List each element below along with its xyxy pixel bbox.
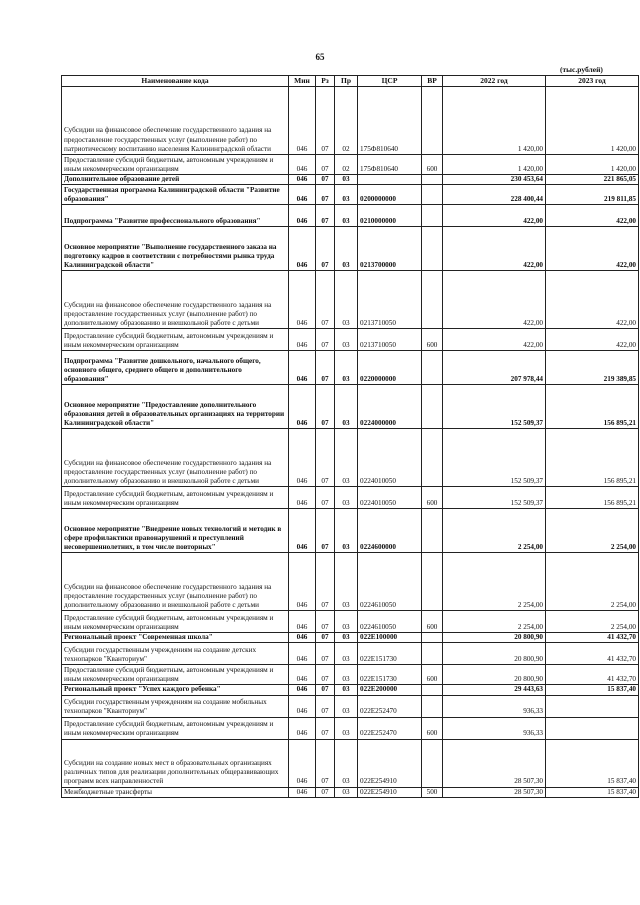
cell-2022: 152 509,37 — [443, 429, 546, 487]
cell-2023: 2 254,00 — [546, 611, 639, 633]
cell-2023: 219 389,85 — [546, 351, 639, 385]
cell-pr: 03 — [335, 787, 358, 797]
cell-rz: 07 — [316, 185, 335, 205]
cell-rz: 07 — [316, 717, 335, 739]
cell-name: Предоставление субсидий бюджетным, автономным учреждениям и иным некоммерческим организациям — [62, 155, 289, 175]
cell-csr: 0200000000 — [358, 185, 422, 205]
cell-2023: 422,00 — [546, 205, 639, 227]
cell-pr: 02 — [335, 87, 358, 155]
cell-2022: 228 400,44 — [443, 185, 546, 205]
cell-min: 046 — [289, 787, 316, 797]
cell-2023: 156 895,21 — [546, 487, 639, 509]
cell-rz: 07 — [316, 87, 335, 155]
cell-2022: 2 254,00 — [443, 611, 546, 633]
table-row — [62, 665, 639, 685]
cell-pr: 03 — [335, 695, 358, 717]
cell-name: Субсидии на финансовое обеспечение государственного задания на предоставление государственных услуг (выполнение работ) по дополнительному образованию и внешкольной работе с детьми — [62, 429, 289, 487]
cell-pr: 03 — [335, 665, 358, 685]
cell-name: Региональный проект "Современная школа" — [62, 633, 289, 643]
cell-2022: 152 509,37 — [443, 385, 546, 429]
header-2022: 2022 год — [443, 76, 546, 87]
cell-vr — [422, 385, 443, 429]
cell-csr: 0213710050 — [358, 271, 422, 329]
table-row — [62, 611, 639, 633]
cell-pr: 03 — [335, 429, 358, 487]
table-row — [62, 87, 639, 155]
cell-csr: 022E151730 — [358, 643, 422, 665]
cell-vr: 500 — [422, 787, 443, 797]
table-row — [62, 329, 639, 351]
cell-vr — [422, 429, 443, 487]
table-row — [62, 351, 639, 385]
cell-csr: 022E100000 — [358, 633, 422, 643]
cell-vr — [422, 739, 443, 787]
table-row — [62, 185, 639, 205]
cell-name: Субсидии на финансовое обеспечение государственного задания на предоставление государственных услуг (выполнение работ) по дополнительному образованию и внешкольной работе с детьми — [62, 553, 289, 611]
cell-name: Субсидии государственным учреждениям на создание детских технопарков "Кванториум" — [62, 643, 289, 665]
cell-2023: 219 811,85 — [546, 185, 639, 205]
cell-pr: 03 — [335, 175, 358, 185]
cell-name: Предоставление субсидий бюджетным, автономным учреждениям и иным некоммерческим организациям — [62, 611, 289, 633]
cell-min: 046 — [289, 385, 316, 429]
header-rz: Рз — [316, 76, 335, 87]
cell-csr: 0224010050 — [358, 429, 422, 487]
cell-csr: 175Ф810640 — [358, 155, 422, 175]
cell-rz: 07 — [316, 227, 335, 271]
table-row — [62, 685, 639, 695]
table-row — [62, 429, 639, 487]
cell-name: Основное мероприятие "Выполнение государственного заказа на подготовку кадров в соответствии с потребностями рынка труда Калининградской области" — [62, 227, 289, 271]
cell-2023: 1 420,00 — [546, 87, 639, 155]
cell-min: 046 — [289, 611, 316, 633]
cell-2023: 15 837,40 — [546, 787, 639, 797]
cell-rz: 07 — [316, 553, 335, 611]
cell-csr: 022E200000 — [358, 685, 422, 695]
table-row — [62, 175, 639, 185]
table-row — [62, 155, 639, 175]
cell-min: 046 — [289, 227, 316, 271]
cell-min: 046 — [289, 155, 316, 175]
cell-csr: 0224010050 — [358, 487, 422, 509]
cell-csr: 0224610050 — [358, 553, 422, 611]
cell-2022: 422,00 — [443, 227, 546, 271]
cell-csr: 0213700000 — [358, 227, 422, 271]
cell-2022: 28 507,30 — [443, 787, 546, 797]
table-row — [62, 385, 639, 429]
cell-csr: 022E254910 — [358, 787, 422, 797]
cell-pr: 03 — [335, 611, 358, 633]
cell-2022: 2 254,00 — [443, 509, 546, 553]
cell-2023: 422,00 — [546, 227, 639, 271]
cell-rz: 07 — [316, 643, 335, 665]
cell-name: Предоставление субсидий бюджетным, автономным учреждениям и иным некоммерческим организациям — [62, 329, 289, 351]
cell-pr: 03 — [335, 329, 358, 351]
cell-name: Основное мероприятие "Предоставление дополнительного образования детей в образовательных организациях на территории Калининградской области" — [62, 385, 289, 429]
cell-csr: 175Ф810640 — [358, 87, 422, 155]
cell-min: 046 — [289, 185, 316, 205]
cell-rz: 07 — [316, 685, 335, 695]
cell-name: Предоставление субсидий бюджетным, автономным учреждениям и иным некоммерческим организациям — [62, 487, 289, 509]
cell-2023: 422,00 — [546, 329, 639, 351]
cell-min: 046 — [289, 175, 316, 185]
cell-vr — [422, 271, 443, 329]
cell-rz: 07 — [316, 633, 335, 643]
cell-2022: 422,00 — [443, 329, 546, 351]
units-label: (тыс.рублей) — [560, 65, 603, 74]
table-body — [62, 87, 639, 798]
cell-rz: 07 — [316, 271, 335, 329]
cell-vr — [422, 633, 443, 643]
cell-name: Субсидии на финансовое обеспечение государственного задания на предоставление государственных услуг (выполнение работ) по дополнительному образованию и внешкольной работе с детьми — [62, 271, 289, 329]
table-header-row — [62, 76, 639, 87]
cell-2022: 1 420,00 — [443, 87, 546, 155]
cell-pr: 03 — [335, 351, 358, 385]
cell-name: Субсидии государственным учреждениям на создание мобильных технопарков "Кванториум" — [62, 695, 289, 717]
cell-name: Предоставление субсидий бюджетным, автономным учреждениям и иным некоммерческим организациям — [62, 665, 289, 685]
cell-rz: 07 — [316, 665, 335, 685]
cell-min: 046 — [289, 717, 316, 739]
cell-vr — [422, 227, 443, 271]
cell-csr: 022E151730 — [358, 665, 422, 685]
header-vr: ВР — [422, 76, 443, 87]
cell-2023: 15 837,40 — [546, 739, 639, 787]
cell-pr: 03 — [335, 385, 358, 429]
table-row — [62, 227, 639, 271]
cell-vr: 600 — [422, 329, 443, 351]
table-row — [62, 487, 639, 509]
cell-2022: 422,00 — [443, 271, 546, 329]
cell-name: Межбюджетные трансферты — [62, 787, 289, 797]
cell-vr: 600 — [422, 665, 443, 685]
header-min: Мин — [289, 76, 316, 87]
cell-name: Основное мероприятие "Внедрение новых технологий и методик в сфере профилактики правонарушений и преступлений несовершеннолетних, в том числе повторных" — [62, 509, 289, 553]
cell-vr — [422, 695, 443, 717]
cell-vr: 600 — [422, 155, 443, 175]
cell-csr: 0224600000 — [358, 509, 422, 553]
cell-pr: 02 — [335, 155, 358, 175]
cell-vr — [422, 685, 443, 695]
cell-min: 046 — [289, 633, 316, 643]
cell-rz: 07 — [316, 487, 335, 509]
cell-csr: 022E254910 — [358, 739, 422, 787]
cell-2023: 41 432,70 — [546, 633, 639, 643]
table-row — [62, 553, 639, 611]
cell-name: Субсидии на финансовое обеспечение государственного задания на предоставление государственных услуг (выполнение работ) по патриотическому воспитанию населения Калининградской области — [62, 87, 289, 155]
cell-name: Региональный проект "Успех каждого ребенка" — [62, 685, 289, 695]
cell-2022: 20 800,90 — [443, 665, 546, 685]
cell-name: Подпрограмма "Развитие дошкольного, начального общего, основного общего, среднего общего и дополнительного образования" — [62, 351, 289, 385]
cell-name: Государственная программа Калининградской области "Развитие образования" — [62, 185, 289, 205]
cell-2023: 156 895,21 — [546, 385, 639, 429]
cell-2023: 156 895,21 — [546, 429, 639, 487]
cell-pr: 03 — [335, 643, 358, 665]
table-row — [62, 717, 639, 739]
cell-pr: 03 — [335, 205, 358, 227]
table-row — [62, 509, 639, 553]
cell-pr: 03 — [335, 271, 358, 329]
table-row — [62, 643, 639, 665]
cell-2022: 152 509,37 — [443, 487, 546, 509]
cell-vr — [422, 185, 443, 205]
cell-name: Дополнительное образование детей — [62, 175, 289, 185]
cell-2022: 207 978,44 — [443, 351, 546, 385]
cell-2023: 41 432,70 — [546, 665, 639, 685]
page-number: 65 — [315, 52, 325, 62]
cell-vr — [422, 643, 443, 665]
cell-csr: 0220000000 — [358, 351, 422, 385]
cell-2022: 936,33 — [443, 695, 546, 717]
cell-pr: 03 — [335, 739, 358, 787]
cell-vr — [422, 205, 443, 227]
cell-2023: 2 254,00 — [546, 509, 639, 553]
cell-2022: 230 453,64 — [443, 175, 546, 185]
cell-csr: 022E252470 — [358, 695, 422, 717]
cell-pr: 03 — [335, 227, 358, 271]
header-pr: Пр — [335, 76, 358, 87]
cell-2023 — [546, 695, 639, 717]
cell-rz: 07 — [316, 329, 335, 351]
cell-rz: 07 — [316, 155, 335, 175]
cell-2022: 29 443,63 — [443, 685, 546, 695]
cell-rz: 07 — [316, 429, 335, 487]
header-2023: 2023 год — [546, 76, 639, 87]
cell-min: 046 — [289, 685, 316, 695]
cell-2022: 1 420,00 — [443, 155, 546, 175]
cell-rz: 07 — [316, 385, 335, 429]
cell-min: 046 — [289, 271, 316, 329]
cell-min: 046 — [289, 329, 316, 351]
cell-name: Предоставление субсидий бюджетным, автономным учреждениям и иным некоммерческим организациям — [62, 717, 289, 739]
cell-csr: 0210000000 — [358, 205, 422, 227]
cell-pr: 03 — [335, 685, 358, 695]
cell-rz: 07 — [316, 175, 335, 185]
cell-rz: 07 — [316, 205, 335, 227]
cell-min: 046 — [289, 643, 316, 665]
cell-2022: 936,33 — [443, 717, 546, 739]
table-row — [62, 695, 639, 717]
cell-rz: 07 — [316, 787, 335, 797]
cell-rz: 07 — [316, 351, 335, 385]
table-row — [62, 787, 639, 797]
cell-2023: 422,00 — [546, 271, 639, 329]
cell-min: 046 — [289, 695, 316, 717]
cell-csr: 0213710050 — [358, 329, 422, 351]
cell-2023: 15 837,40 — [546, 685, 639, 695]
cell-vr: 600 — [422, 487, 443, 509]
cell-vr — [422, 175, 443, 185]
cell-2023: 221 865,05 — [546, 175, 639, 185]
cell-min: 046 — [289, 87, 316, 155]
cell-vr — [422, 351, 443, 385]
cell-2023: 2 254,00 — [546, 553, 639, 611]
cell-2023: 1 420,00 — [546, 155, 639, 175]
cell-name: Субсидии на создание новых мест в образовательных организациях различных типов для реализации дополнительных общеразвивающих программ всех направленностей — [62, 739, 289, 787]
cell-csr — [358, 175, 422, 185]
cell-min: 046 — [289, 553, 316, 611]
cell-2022: 422,00 — [443, 205, 546, 227]
cell-rz: 07 — [316, 739, 335, 787]
budget-table — [61, 75, 639, 798]
table-row — [62, 739, 639, 787]
cell-vr: 600 — [422, 611, 443, 633]
cell-2022: 20 800,90 — [443, 633, 546, 643]
cell-csr: 0224610050 — [358, 611, 422, 633]
cell-pr: 03 — [335, 633, 358, 643]
cell-min: 046 — [289, 487, 316, 509]
cell-csr: 0224000000 — [358, 385, 422, 429]
cell-min: 046 — [289, 739, 316, 787]
header-name: Наименование кода — [62, 76, 289, 87]
cell-pr: 03 — [335, 487, 358, 509]
cell-pr: 03 — [335, 553, 358, 611]
cell-vr — [422, 87, 443, 155]
table-row — [62, 271, 639, 329]
cell-csr: 022E252470 — [358, 717, 422, 739]
table-row — [62, 205, 639, 227]
header-csr: ЦСР — [358, 76, 422, 87]
cell-vr — [422, 509, 443, 553]
cell-rz: 07 — [316, 695, 335, 717]
cell-vr — [422, 553, 443, 611]
cell-min: 046 — [289, 429, 316, 487]
cell-name: Подпрограмма "Развитие профессионального образования" — [62, 205, 289, 227]
cell-pr: 03 — [335, 717, 358, 739]
cell-2023: 41 432,70 — [546, 643, 639, 665]
table-row — [62, 633, 639, 643]
cell-2023 — [546, 717, 639, 739]
cell-2022: 20 800,90 — [443, 643, 546, 665]
cell-rz: 07 — [316, 509, 335, 553]
cell-min: 046 — [289, 351, 316, 385]
cell-pr: 03 — [335, 509, 358, 553]
cell-rz: 07 — [316, 611, 335, 633]
cell-pr: 03 — [335, 185, 358, 205]
cell-min: 046 — [289, 509, 316, 553]
cell-min: 046 — [289, 205, 316, 227]
cell-2022: 28 507,30 — [443, 739, 546, 787]
cell-min: 046 — [289, 665, 316, 685]
cell-2022: 2 254,00 — [443, 553, 546, 611]
cell-vr: 600 — [422, 717, 443, 739]
